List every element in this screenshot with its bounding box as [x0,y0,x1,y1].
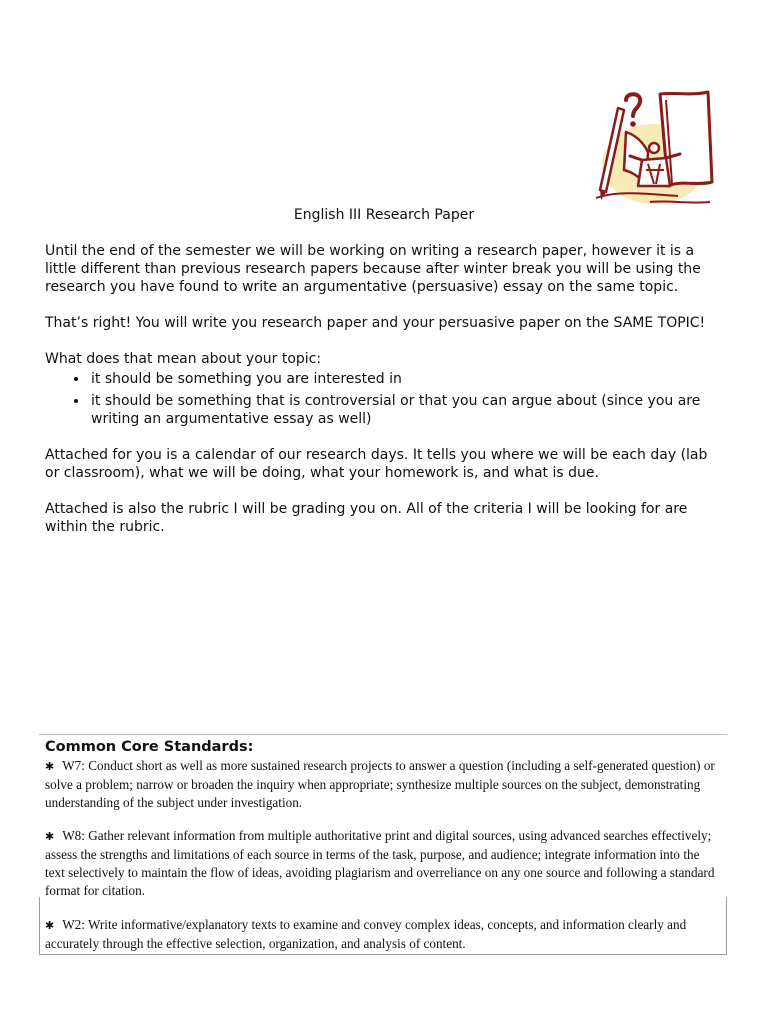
common-core-standards-box [39,734,727,954]
standard-text: W7: Conduct short as well as more sustained research projects to answer a question (including a self-generated question) or solve a problem; narrow or broaden the inquiry when appropriate; synthesize multiple sources on the subject, demonstrating understanding of the subject under investigation. [45,758,715,810]
topic-criteria-list [45,370,725,428]
list-item: • it should be something that is controversial or that you can argue about (since you are writing an argumentative essay as well) [89,392,725,428]
star-bullet-icon: ✱ [45,831,55,843]
list-item: • it should be something you are interested in [89,370,725,388]
calendar-paragraph: Attached for you is a calendar of our research days. It tells you where we will be each day (lab or classroom), what we will be doing, what your homework is, and what is due. [45,447,708,481]
star-bullet-icon: ✱ [45,920,55,932]
same-topic-paragraph: That’s right! You will write you research paper and your persuasive paper on the SAME TOPIC! [45,315,706,331]
intro-paragraph: Until the end of the semester we will be working on writing a research paper, however it is a little different than previous research papers because after winter break you will be using the research you have found to write an argumentative (persuasive) essay on the same topic. [45,243,701,295]
standard-w7 [45,757,717,812]
standard-w2 [45,916,717,953]
rubric-paragraph: Attached is also the rubric I will be grading you on. All of the criteria I will be looking for are within the rubric. [45,501,688,535]
topic-question-paragraph: What does that mean about your topic: [45,351,322,367]
document-title: English III Research Paper [293,207,475,223]
star-bullet-icon: ✱ [45,761,55,773]
standard-text: W8: Gather relevant information from multiple authoritative print and digital sources, using advanced searches effectively; assess the strengths and limitations of each source in terms of the task, purpose, and audience; integrate information into the text selectively to maintain the flow of ideas, avoiding plagiarism and overreliance on any one source and following a standard format for citation. [45,828,715,898]
standards-heading: Common Core Standards: [45,739,254,755]
standard-w8 [45,827,717,900]
document-body [45,242,725,554]
research-reading-clipart-icon [588,86,718,216]
standard-text: W2: Write informative/explanatory texts to examine and convey complex ideas, concepts, and information clearly and accurately through the effective selection, organization, and analysis of content. [45,917,687,951]
